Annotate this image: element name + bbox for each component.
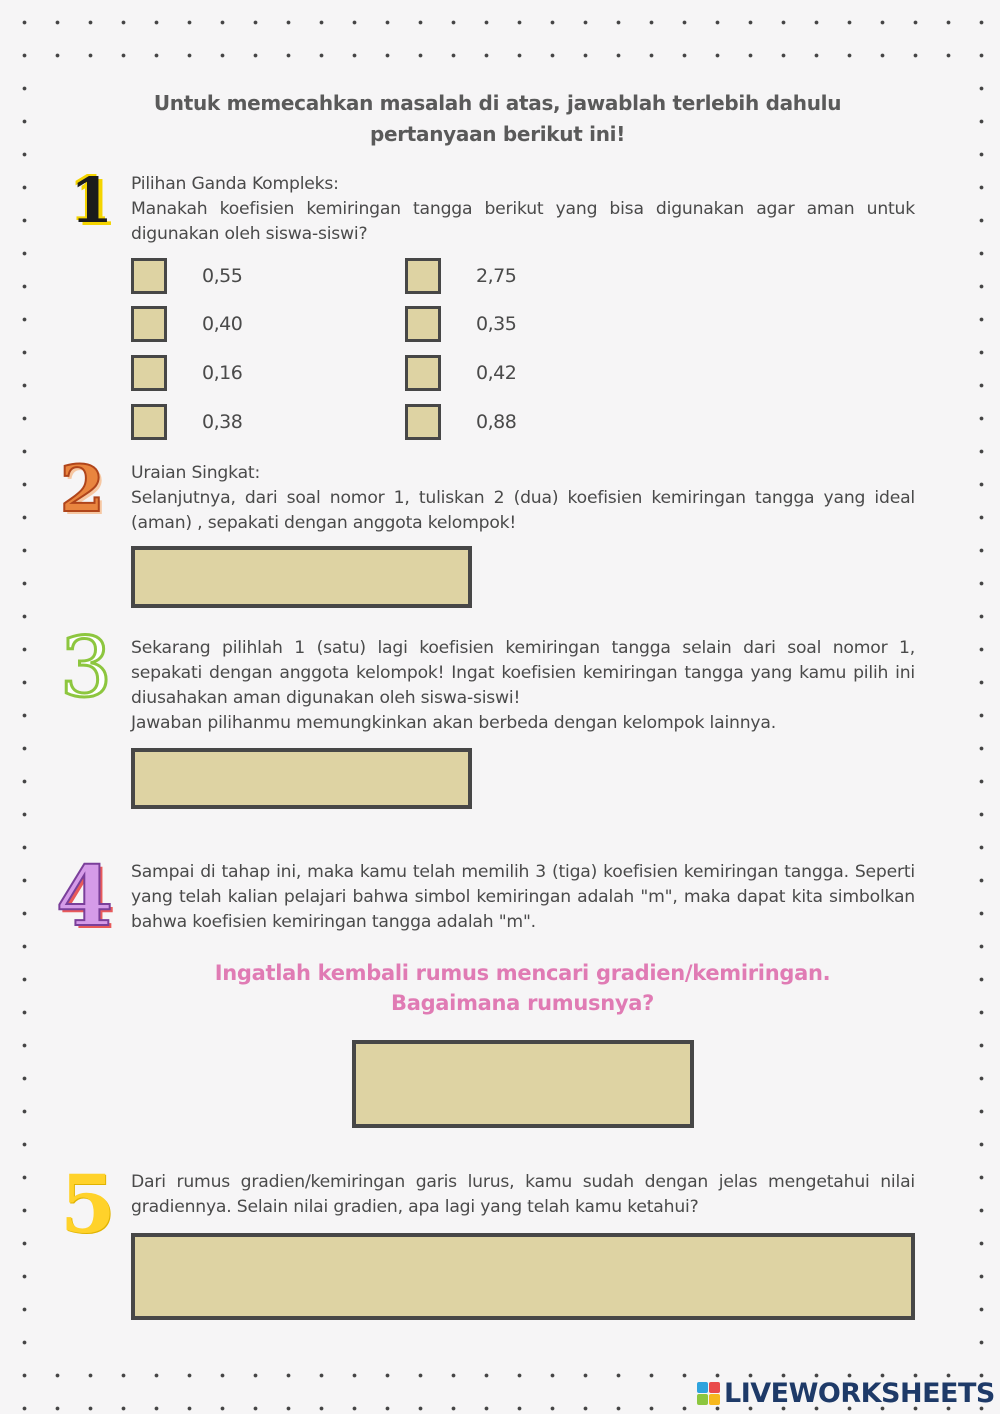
formula-prompt: Ingatlah kembali rumus mencari gradien/kemiringan. Bagaimana rumusnya? [214, 961, 831, 1015]
option-right-2[interactable] [405, 306, 516, 342]
option-right-3[interactable] [405, 355, 516, 391]
question-3-text: Sekarang pilihlah 1 (satu) lagi koefisien kemiringan tangga selain dari soal nomor 1, sepakati dengan anggota kelompok! Ingat koefisien kemiringan tangga yang kamu pilih ini diusahakan aman digunakan oleh siswa-siswi! [131, 638, 915, 708]
logo-text: LIVEWORKSHEETS [724, 1378, 995, 1409]
option-checkbox[interactable] [405, 306, 441, 342]
option-right-1[interactable] [405, 258, 516, 294]
answer-box-2[interactable] [131, 546, 472, 608]
option-checkbox[interactable] [405, 404, 441, 440]
option-checkbox[interactable] [131, 258, 167, 294]
number-5-icon: 5 [60, 1157, 116, 1251]
option-checkbox[interactable] [131, 404, 167, 440]
option-left-1[interactable] [131, 258, 242, 294]
option-checkbox[interactable] [131, 355, 167, 391]
question-2 [131, 461, 915, 536]
answer-box-4[interactable] [352, 1040, 694, 1128]
option-label: 0,35 [476, 313, 517, 335]
question-1-heading: Pilihan Ganda Kompleks: [131, 174, 339, 194]
option-label: 0,55 [202, 265, 243, 287]
option-left-4[interactable] [131, 404, 242, 440]
answer-box-3[interactable] [131, 748, 472, 809]
number-3-icon: 3 [60, 621, 113, 716]
page-title: Untuk memecahkan masalah di atas, jawablah terlebih dahulu pertanyaan berikut ini! [153, 91, 842, 146]
question-4 [131, 860, 915, 935]
option-checkbox[interactable] [405, 258, 441, 294]
number-4-icon: 4 [56, 849, 114, 945]
option-label: 0,40 [202, 313, 243, 335]
option-checkbox[interactable] [405, 355, 441, 391]
question-3 [131, 636, 915, 736]
question-1 [131, 172, 915, 247]
option-label: 2,75 [476, 265, 517, 287]
option-label: 0,42 [476, 362, 517, 384]
question-4-text: Sampai di tahap ini, maka kamu telah memilih 3 (tiga) koefisien kemiringan tangga. Seperti yang telah kalian pelajari bahwa simbol kemiringan adalah "m", maka dapat kita simbolkan bahwa koefisien kemiringan tangga adalah "m". [131, 862, 915, 932]
question-5-text: Dari rumus gradien/kemiringan garis lurus, kamu sudah dengan jelas mengetahui nilai gradiennya. Selain nilai gradien, apa lagi yang telah kamu ketahui? [131, 1172, 915, 1217]
number-1-icon: 1 [70, 164, 114, 237]
option-checkbox[interactable] [131, 306, 167, 342]
question-3-text-2: Jawaban pilihanmu memungkinkan akan berbeda dengan kelompok lainnya. [131, 713, 776, 733]
question-1-text: Manakah koefisien kemiringan tangga berikut yang bisa digunakan agar aman untuk digunakan oleh siswa-siswi? [131, 199, 915, 244]
option-label: 0,88 [476, 411, 517, 433]
question-5 [131, 1170, 915, 1220]
liveworksheets-logo-icon [697, 1382, 720, 1405]
option-left-2[interactable] [131, 306, 242, 342]
question-2-heading: Uraian Singkat: [131, 463, 261, 483]
question-2-text: Selanjutnya, dari soal nomor 1, tuliskan 2 (dua) koefisien kemiringan tangga yang ideal (aman) , sepakati dengan anggota kelompok! [131, 488, 915, 533]
liveworksheets-logo [697, 1378, 995, 1409]
option-left-3[interactable] [131, 355, 242, 391]
option-label: 0,16 [202, 362, 243, 384]
option-right-4[interactable] [405, 404, 516, 440]
option-label: 0,38 [202, 411, 243, 433]
number-2-icon: 2 [60, 452, 105, 527]
answer-box-5[interactable] [131, 1233, 915, 1320]
